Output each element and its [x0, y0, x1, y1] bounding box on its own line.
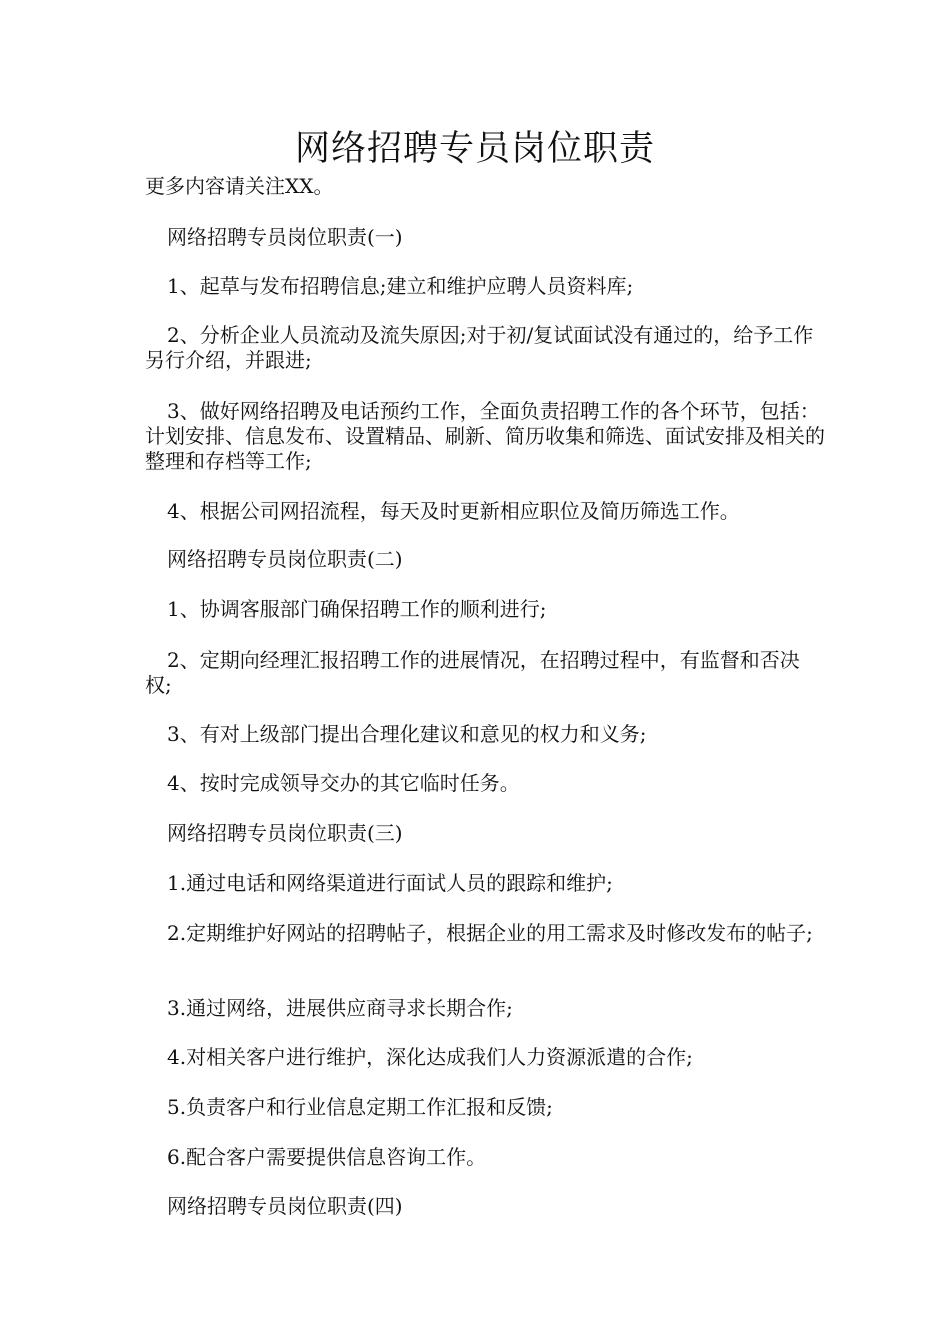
list-item: 5.负责客户和行业信息定期工作汇报和反馈;: [167, 1095, 553, 1119]
intro-text: 更多内容请关注XX。: [145, 174, 334, 198]
list-item: 1、起草与发布招聘信息;建立和维护应聘人员资料库;: [167, 274, 634, 298]
section-heading: 网络招聘专员岗位职责(二): [167, 547, 403, 571]
document-title: 网络招聘专员岗位职责: [294, 129, 655, 169]
section-heading: 网络招聘专员岗位职责(四): [167, 1194, 403, 1218]
list-item: 2、定期向经理汇报招聘工作的进展情况，在招聘过程中，有监督和否决权;: [145, 648, 800, 697]
list-item: 6.配合客户需要提供信息咨询工作。: [167, 1145, 487, 1169]
list-item: 4.对相关客户进行维护，深化达成我们人力资源派遣的合作;: [167, 1045, 693, 1069]
list-item: 3.通过网络，进展供应商寻求长期合作;: [167, 996, 513, 1020]
list-item: 2.定期维护好网站的招聘帖子，根据企业的用工需求及时修改发布的帖子;: [167, 921, 813, 945]
list-item: 1.通过电话和网络渠道进行面试人员的跟踪和维护;: [167, 871, 613, 895]
section-heading: 网络招聘专员岗位职责(三): [167, 821, 403, 845]
list-item: 2、分析企业人员流动及流失原因;对于初/复试面试没有通过的，给予工作另行介绍，并跟进;: [145, 323, 814, 372]
section-heading: 网络招聘专员岗位职责(一): [167, 225, 403, 249]
list-item: 4、按时完成领导交办的其它临时任务。: [167, 771, 520, 795]
list-item: 3、做好网络招聘及电话预约工作，全面负责招聘工作的各个环节，包括：计划安排、信息发布、设置精品、刷新、简历收集和筛选、面试安排及相关的整理和存档等工作;: [145, 399, 825, 473]
list-item: 3、有对上级部门提出合理化建议和意见的权力和义务;: [167, 722, 647, 746]
list-item: 4、根据公司网招流程，每天及时更新相应职位及简历筛选工作。: [167, 499, 740, 523]
list-item: 1、协调客服部门确保招聘工作的顺利进行;: [167, 597, 547, 621]
